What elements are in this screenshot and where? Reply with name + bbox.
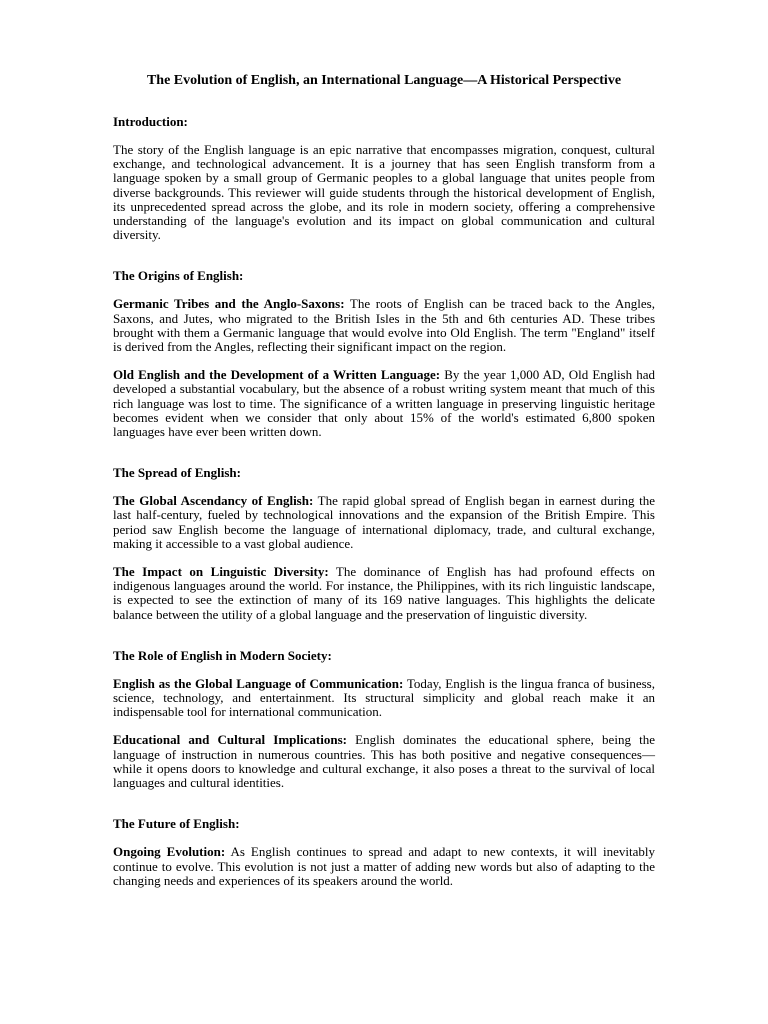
paragraph-text: The rapid global spread of English began in earnest during the last half-century, fueled by technological innovations and the expansion of the British Empire. This period saw English become the language of international diplomacy, trade, and cultural exchange, making it accessible to a vast global audience. [113, 493, 655, 551]
spacer [113, 804, 655, 816]
paragraph-lead: English as the Global Language of Communication: [113, 675, 404, 691]
section-heading-introduction: Introduction: [113, 114, 188, 129]
paragraph-text: The roots of English can be traced back to the Angles, Saxons, and Jutes, who migrated to the British Isles in the 5th and 6th centuries AD. These tribes brought with them a Germanic language that would evolve into Old English. The term "England" itself is derived from the Angles, reflecting their significant impact on the region. [113, 296, 655, 355]
paragraph-text: By the year 1,000 AD, Old English had developed a substantial vocabulary, but the absence of a robust writing system meant that much of this rich language was lost to time. The significance of a written language in preserving linguistic heritage becomes evident when we consider that only about 15% of the world's estimated 6,800 spoken languages have ever been written down. [113, 367, 655, 440]
paragraph-lead: Old English and the Development of a Written Language: [113, 367, 441, 383]
section-heading-origins: The Origins of English: [113, 268, 244, 284]
page-title: The Evolution of English, an International Language—A Historical Perspective [146, 73, 622, 88]
intro-paragraph: The story of the English language is an epic narrative that encompasses migration, conquest, cultural exchange, and technological advancement. It is a journey that has seen English transform from a language spoken by a small group of Germanic peoples to a global language that unites people from diverse backgrounds. This reviewer will guide students through the historical development of English, its unprecedented spread across the globe, and its role in modern society, offering a comprehensive understanding of the language's evolution and its impact on global communication and cultural diversity. [113, 142, 655, 243]
paragraph-lead: The Global Ascendancy of English: [113, 493, 314, 509]
paragraph-old-english [113, 368, 655, 439]
paragraph-text: English dominates the educational sphere, being the language of instruction in numerous countries. This has both positive and negative consequences—while it opens doors to knowledge and cultural exchange, it also poses a threat to the survival of local languages and cultural identities. [113, 732, 655, 791]
paragraph-ongoing-evolution [113, 845, 655, 888]
paragraph-lead: Educational and Cultural Implications: [113, 732, 347, 748]
spacer [113, 453, 655, 465]
section-heading-modern-society: The Role of English in Modern Society: [113, 647, 332, 663]
section-heading-future: The Future of English: [113, 816, 240, 832]
paragraph-lead: Ongoing Evolution: [113, 844, 226, 860]
paragraph-educational-cultural [113, 733, 655, 790]
paragraph-global-communication [113, 677, 655, 720]
paragraph-germanic-tribes [113, 297, 655, 354]
paragraph-text: The dominance of English has had profound effects on indigenous languages around the world. For instance, the Philippines, with its rich linguistic landscape, is expected to see the extinction of many of its 169 native languages. This highlights the delicate balance between the utility of a global language and the preservation of linguistic diversity. [113, 564, 655, 622]
spacer [113, 256, 655, 268]
paragraph-lead: The Impact on Linguistic Diversity: [113, 564, 329, 580]
section-heading-spread: The Spread of English: [113, 465, 241, 481]
spacer [113, 636, 655, 648]
paragraph-text: As English continues to spread and adapt to new contexts, it will inevitably continue to evolve. This evolution is not just a matter of adding new words but also of adapting to the changing needs and experiences of its speakers around the world. [113, 844, 655, 888]
paragraph-linguistic-diversity [113, 565, 655, 622]
paragraph-text: Today, English is the lingua franca of business, science, technology, and entertainment. Its structural simplicity and global reach make it an indispensable tool for international communication. [113, 675, 655, 720]
paragraph-global-ascendancy [113, 494, 655, 551]
paragraph-lead: Germanic Tribes and the Anglo-Saxons: [113, 296, 345, 312]
